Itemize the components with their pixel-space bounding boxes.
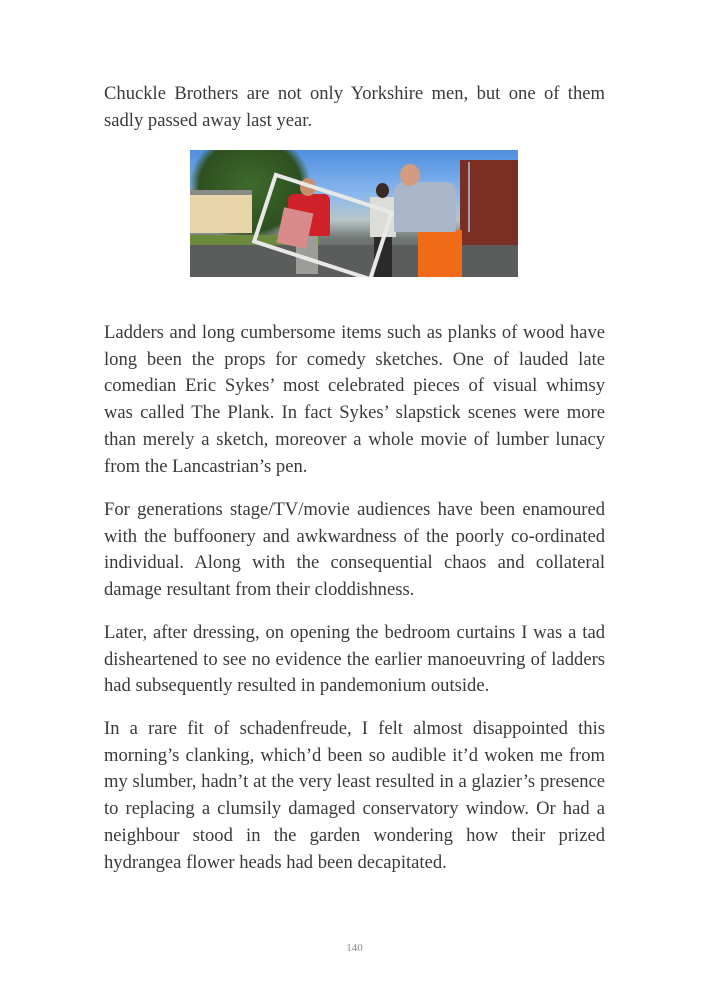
paragraph-4: Later, after dressing, on opening the bedroom curtains I was a tad disheartened to see no evidence the earlier manoeuvring of ladders had subsequently resulted in pandemonium outside.: [104, 622, 605, 697]
paragraph-2: Ladders and long cumbersome items such as planks of wood have long been the props for comedy sketches. One of lauded late comedian Eric Sykes’ most celebrated pieces of visual whimsy was called The Plank. In fact Sykes’ slapstick scenes were more than merely a sketch, moreover a whole movie of lumber lunacy from the Lancastrian’s pen.: [104, 322, 605, 477]
paragraph-3: For generations stage/TV/movie audiences have been enamoured with the buffoonery and awkwardness of the poorly co-ordinated individual. Along with the consequential chaos and collateral damage resultant from their cloddishness.: [104, 499, 605, 601]
paragraph-5: In a rare fit of schadenfreude, I felt almost disappointed this morning’s clanking, which’d been so audible it’d woken me from my slumber, hadn’t at the very least resulted in a glazier’s presence to replacing a clumsily damaged conservatory window. Or had a neighbour stood in the garden wondering how their prized hydrangea flower heads had been decapitated.: [104, 718, 605, 873]
photo-house: [190, 195, 252, 233]
photo-chuckle-brothers-ladder: [190, 150, 518, 277]
photo-man-orange-trousers: [390, 164, 470, 277]
paragraph-1: Chuckle Brothers are not only Yorkshire men, but one of them sadly passed away last year.: [104, 83, 605, 131]
page-number: 140: [346, 942, 363, 954]
